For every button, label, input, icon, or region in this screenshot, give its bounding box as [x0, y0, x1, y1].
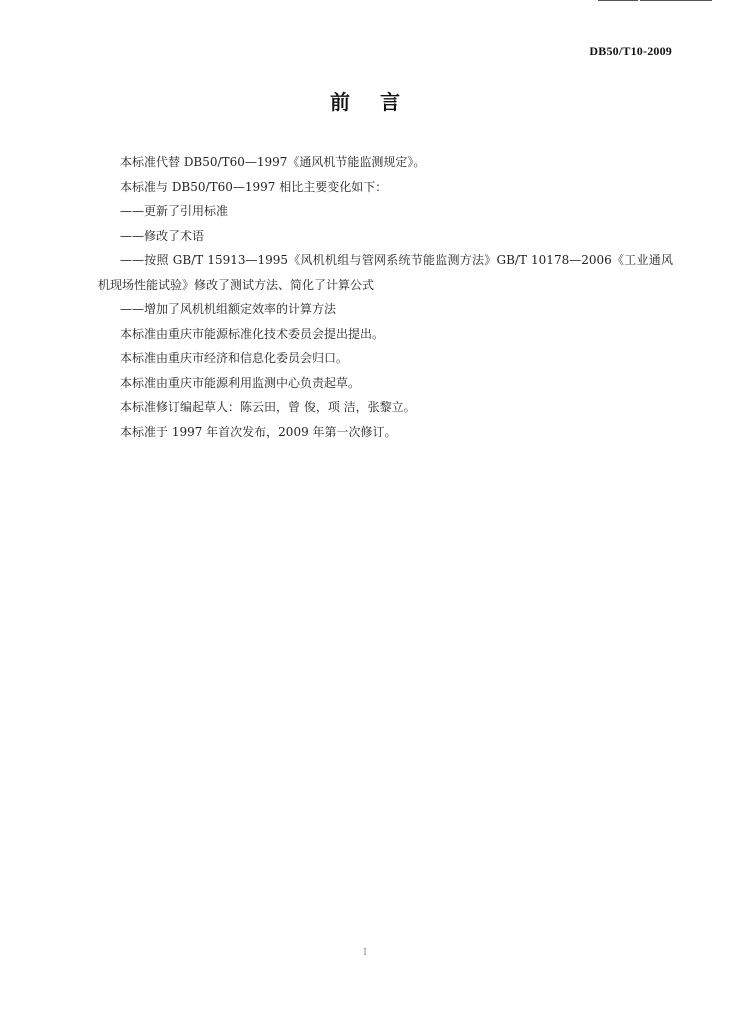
foreword-body — [98, 150, 673, 444]
scan-edge-mark — [598, 0, 638, 1]
paragraph-changes-intro: 本标准与 DB50/T60—1997 相比主要变化如下： — [120, 179, 388, 194]
paragraph-change-terms: ——修改了术语 — [120, 228, 205, 243]
page-number: I — [363, 948, 367, 958]
paragraph-replaces: 本标准代替 DB50/T60—1997《通风机节能监测规定》。 — [120, 155, 426, 169]
scan-edge-mark — [640, 0, 712, 1]
paragraph-change-references: ——更新了引用标准 — [120, 204, 229, 218]
paragraph-centralized-by: 本标准由重庆市经济和信息化委员会归口。 — [120, 351, 349, 365]
paragraph-history: 本标准于 1997 年首次发布，2009 年第一次修订。 — [120, 424, 397, 439]
paragraph-drafted-by: 本标准由重庆市能源利用监测中心负责起草。 — [120, 375, 361, 390]
page-title: 前言 — [330, 90, 430, 114]
paragraph-drafters: 本标准修订编起草人：陈云田，曾 俊，项 洁，张黎立。 — [120, 400, 416, 414]
paragraph-change-efficiency: ——增加了风机机组额定效率的计算方法 — [120, 302, 337, 316]
paragraph-change-methods: ——按照 GB/T 15913—1995《风机机组与管网系统节能监测方法》GB/T 10178—2006《工业通风机现场性能试验》修改了测试方法、简化了计算公式 — [98, 253, 673, 292]
document-code: DB50/T10-2009 — [589, 44, 672, 58]
paragraph-proposed-by: 本标准由重庆市能源标准化技术委员会提出提出。 — [120, 326, 385, 341]
